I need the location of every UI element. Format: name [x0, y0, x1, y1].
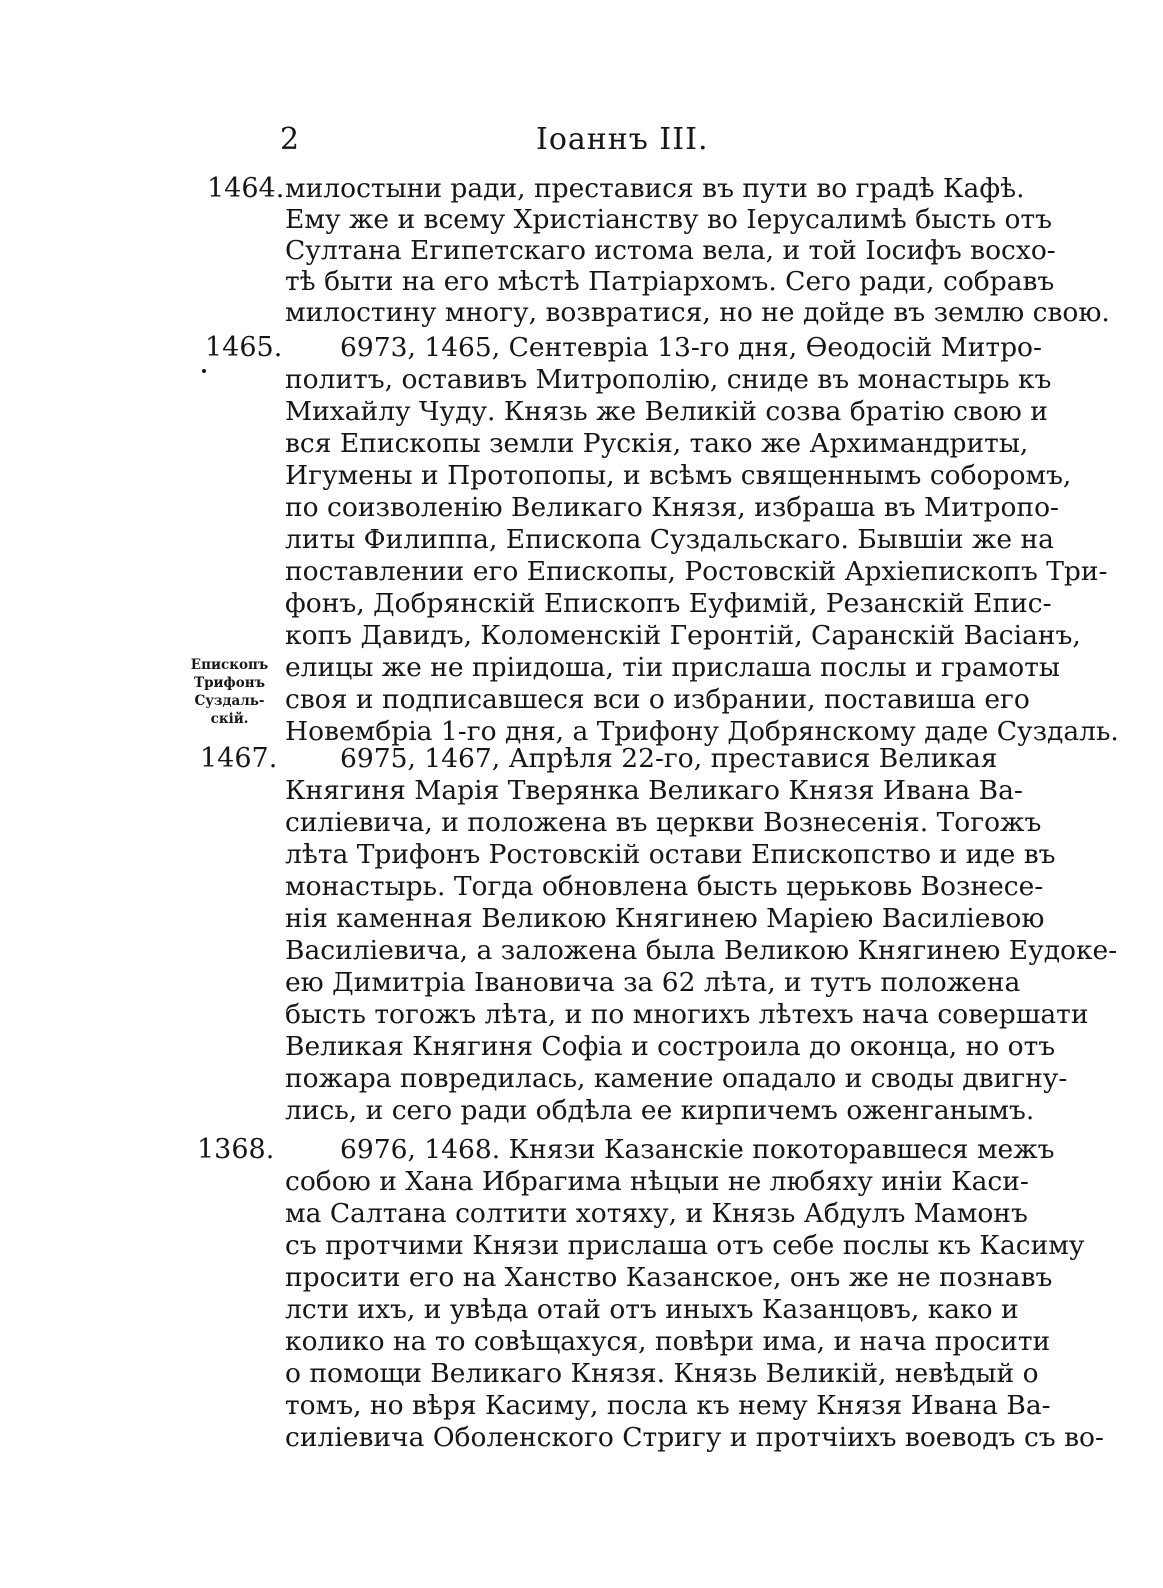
text-line: съ протчими Князи прислаша отъ себе послы къ Касиму — [285, 1230, 1085, 1261]
text-line: просити его на Ханство Казанское, онъ же не познавъ — [285, 1262, 1053, 1293]
text-line: Султана Египетскаго истома вела, и той Іосифъ восхо- — [285, 235, 1056, 266]
text-line: по соизволенію Великаго Князя, избраша въ Митропо- — [285, 492, 1059, 523]
text-line: лись, и сего ради обдѣла ее кирпичемъ оженганымъ. — [285, 1095, 1035, 1126]
text-line: политъ, оставивъ Митрополію, сниде въ монастырь къ — [285, 364, 1052, 395]
text-line: Великая Княгиня Софіа и состроила до оконца, но отъ — [285, 1031, 1056, 1062]
text-line: 6973, 1465, Сентевріа 13-го дня, Өеодосій Митро- — [340, 332, 1042, 363]
year-marker-1465: 1465. — [205, 332, 283, 363]
text-line: пожара повредилась, камение опадало и своды двигну- — [285, 1063, 1068, 1094]
text-line: о помощи Великаго Князя. Князь Великій, невѣдый о — [285, 1358, 1039, 1389]
text-line: Василіевича, а заложена была Великою Княгинею Еудоке- — [285, 935, 1118, 966]
text-line: Михайлу Чуду. Князь же Великій созва братію свою и — [285, 396, 1048, 427]
text-line: Новембріа 1-го дня, а Трифону Добрянскому даде Суздаль. — [285, 716, 1119, 747]
text-line: милостину многу, возвратися, но не дойде въ землю свою. — [285, 297, 1110, 328]
text-line: 6976, 1468. Князи Казанскіе покоторавшеся межъ — [340, 1134, 1055, 1165]
margin-note — [182, 656, 277, 728]
running-title: Іоаннъ III. — [536, 122, 709, 157]
margin-note-line: Трифонъ — [194, 675, 265, 691]
text-line: тѣ быти на его мѣстѣ Патріархомъ. Сего ради, собравъ — [285, 266, 1055, 297]
year-marker-1467: 1467. — [200, 743, 278, 774]
margin-note-line: скій. — [210, 711, 249, 727]
text-line: ею Димитріа Івановича за 62 лѣта, и тутъ положена — [285, 967, 1021, 998]
page-header — [0, 120, 1163, 160]
text-line: Игумены и Протопопы, и всѣмъ священнымъ соборомъ, — [285, 460, 1072, 491]
text-line: Княгиня Марія Тверянка Великаго Князя Ивана Ва- — [285, 775, 1023, 806]
text-line: колико на то совѣщахуся, повѣри има, и нача просити — [285, 1326, 1051, 1357]
text-line: собою и Хана Ибрагима нѣцыи не любяху иніи Каси- — [285, 1166, 1029, 1197]
text-line: вся Епископы земли Рускія, тако же Архимандриты, — [285, 428, 1029, 459]
text-line: нія каменная Великою Княгинею Маріею Василіевою — [285, 903, 1045, 934]
text-line: елицы же не пріидоша, тіи прислаша послы и грамоты — [285, 652, 1061, 683]
stray-dot — [202, 369, 206, 373]
text-line: ма Салтана солтити хотяху, и Князь Абдулъ Мамонъ — [285, 1198, 1028, 1229]
text-line: Ему же и всему Христіанству во Іерусалимѣ бысть отъ — [285, 204, 1053, 235]
text-line: поставлении его Епископы, Ростовскій Архіепископъ Три- — [285, 556, 1108, 587]
text-line: литы Филиппа, Епископа Суздальскаго. Бывшiи же на — [285, 524, 1054, 555]
text-line: милостыни ради, преставися въ пути во градѣ Кафѣ. — [285, 173, 1025, 204]
text-line: бысть тогожъ лѣта, и по многихъ лѣтехъ нача совершати — [285, 999, 1089, 1030]
text-line: своя и подписавшеся вси о избрании, поставиша его — [285, 684, 1030, 715]
year-marker-1368: 1368. — [197, 1134, 275, 1165]
text-line: копъ Давидъ, Коломенскій Геронтій, Саранскій Васіанъ, — [285, 620, 1081, 651]
text-line: лѣта Трифонъ Ростовскій остави Епископство и иде въ — [285, 839, 1056, 870]
text-line: томъ, но вѣря Касиму, посла къ нему Князя Ивана Ва- — [285, 1390, 1051, 1421]
year-marker-1464: 1464. — [207, 173, 285, 204]
text-line: силіевича Оболенского Стригу и протчіихъ воеводъ съ во- — [285, 1422, 1104, 1453]
margin-note-line: Суздаль- — [194, 693, 265, 709]
text-line: силіевича, и положена въ церкви Вознесенія. Тогожъ — [285, 807, 1042, 838]
text-line: 6975, 1467, Апрѣля 22-го, преставися Великая — [340, 743, 998, 774]
text-line: монастырь. Тогда обновлена бысть церьковь Вознесе- — [285, 871, 1044, 902]
text-line: фонъ, Добрянскій Епископъ Еуфимій, Резанскій Епис- — [285, 588, 1052, 619]
margin-note-line: Епископъ — [190, 657, 269, 673]
page-number: 2 — [280, 122, 300, 157]
text-line: лсти ихъ, и увѣда отай отъ иныхъ Казанцовъ, како и — [285, 1294, 1019, 1325]
